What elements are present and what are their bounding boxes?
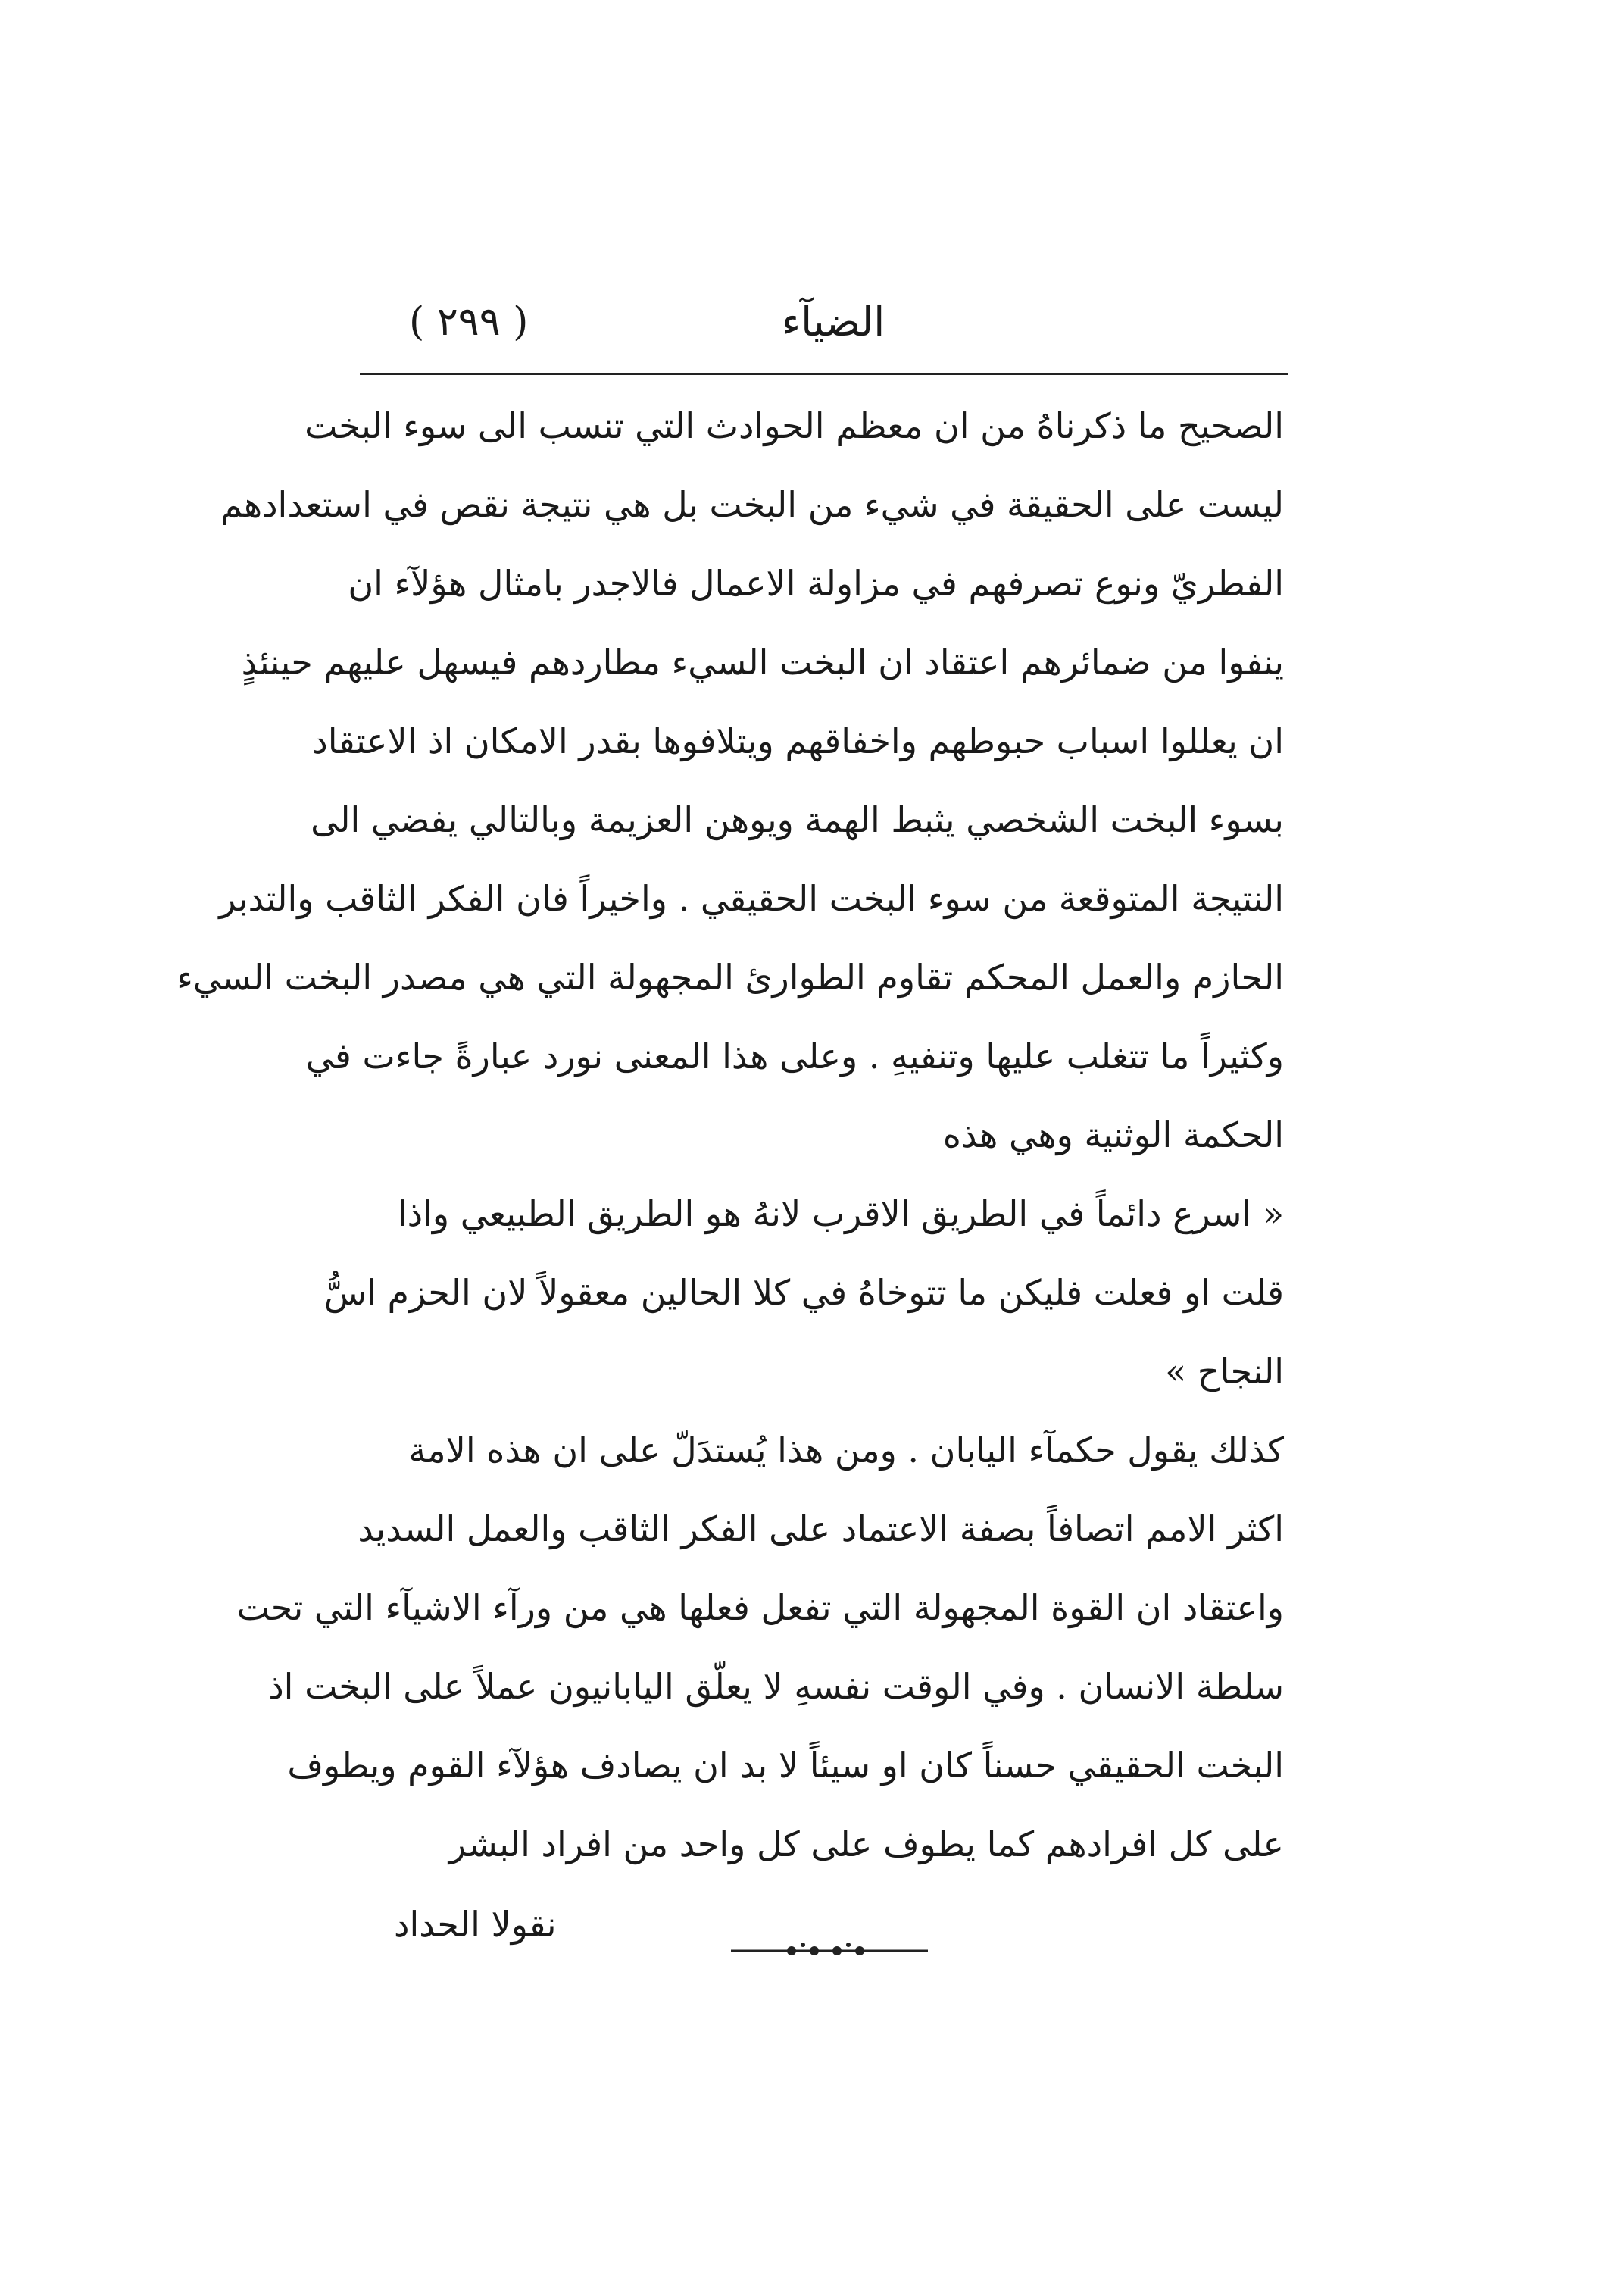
text-line: الحازم والعمل المحكم تقاوم الطوارئ المجهولة التي هي مصدر البخت السيء bbox=[176, 957, 1284, 998]
text-line: كذلك يقول حكمآء اليابان . ومن هذا يُستدَلّ على ان هذه الامة bbox=[408, 1430, 1284, 1471]
quote-line: النجاح » bbox=[1165, 1351, 1284, 1392]
quote-line: قلت او فعلت فليكن ما تتوخاهُ في كلا الحالين معقولاً لان الحزم اسُّ bbox=[323, 1272, 1284, 1313]
text-line: البخت الحقيقي حسناً كان او سيئاً لا بد ان يصادف هؤلآء القوم ويطوف bbox=[287, 1745, 1284, 1786]
header-rule bbox=[360, 373, 1288, 375]
text-line: وكثيراً ما تتغلب عليها وتنفيهِ . وعلى هذا المعنى نورد عبارةً جاءت في bbox=[305, 1036, 1284, 1077]
text-line: بسوء البخت الشخصي يثبط الهمة ويوهن العزيمة وبالتالي يفضي الى bbox=[311, 799, 1284, 840]
text-line: النتيجة المتوقعة من سوء البخت الحقيقي . واخيراً فان الفكر الثاقب والتدبر bbox=[219, 878, 1284, 919]
page-number: ( ٢٩٩ ) bbox=[409, 299, 529, 345]
text-line: الحكمة الوثنية وهي هذه bbox=[942, 1114, 1284, 1155]
text-line: ينفوا من ضمائرهم اعتقاد ان البخت السيء مطاردهم فيسهل عليهم حينئذٍ bbox=[241, 642, 1284, 683]
text-line: ليست على الحقيقة في شيء من البخت بل هي نتيجة نقص في استعدادهم bbox=[220, 484, 1284, 525]
text-line: الفطريّ ونوع تصرفهم في مزاولة الاعمال فالاجدر بامثال هؤلآء ان bbox=[348, 563, 1284, 604]
text-line: ان يعللوا اسباب حبوطهم واخفاقهم ويتلافوها بقدر الامكان اذ الاعتقاد bbox=[312, 720, 1284, 761]
journal-title: الضيآء bbox=[781, 298, 885, 345]
text-line: على كل افرادهم كما يطوف على كل واحد من افراد البشر bbox=[448, 1824, 1284, 1864]
page-header bbox=[379, 292, 1288, 352]
author-signature: نقولا الحداد bbox=[394, 1904, 557, 1945]
text-line: اكثر الامم اتصافاً بصفة الاعتماد على الفكر الثاقب والعمل السديد bbox=[358, 1508, 1284, 1549]
closing-ornament bbox=[731, 1939, 928, 1962]
text-line: الصحيح ما ذكرناهُ من ان معظم الحوادث التي تنسب الى سوء البخت bbox=[304, 405, 1284, 446]
article-body bbox=[176, 386, 1284, 1883]
quote-line: « اسرع دائماً في الطريق الاقرب لانهُ هو الطريق الطبيعي واذا bbox=[397, 1193, 1284, 1234]
text-line: واعتقاد ان القوة المجهولة التي تفعل فعلها هي من ورآء الاشيآء التي تحت bbox=[236, 1587, 1284, 1628]
text-line: سلطة الانسان . وفي الوقت نفسهِ لا يعلّق اليابانيون عملاً على البخت اذ bbox=[268, 1666, 1284, 1707]
